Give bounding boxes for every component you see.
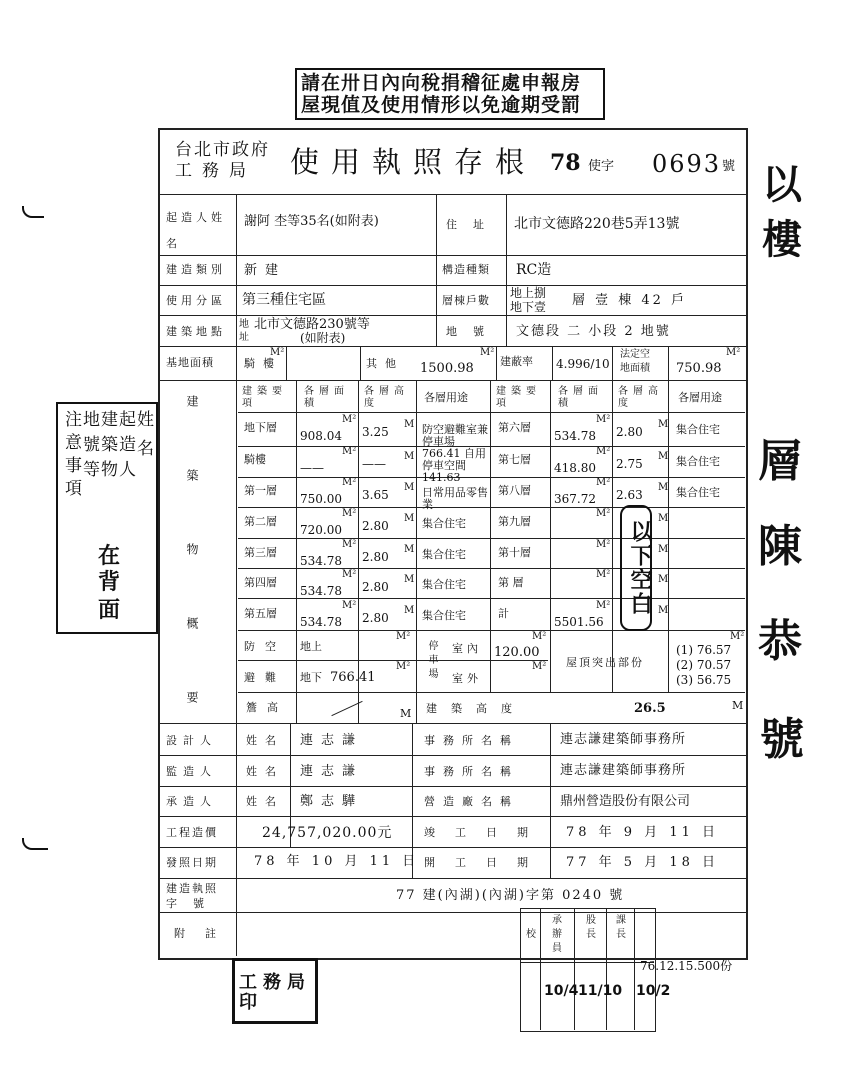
attach-box-label-2: 辦 — [552, 929, 562, 940]
col-header-area-right: 各層面積 — [558, 386, 603, 409]
base-unit2: M² — [480, 347, 495, 358]
supervisor-office-label: 事務所名稱 — [424, 765, 519, 778]
left-floor-height-unit: M — [404, 482, 415, 493]
left-note-col4: 起造人 — [115, 410, 135, 485]
col-header-height-left: 各層高度 — [364, 386, 409, 409]
right-hand-2: 樓 — [762, 217, 802, 263]
left-floor-use: 集合住宅 — [422, 548, 466, 561]
left-floor-height: 2.80 — [362, 611, 389, 625]
right-hand-4: 陳 — [758, 521, 802, 572]
contractor-company-label: 營造廠名稱 — [424, 795, 519, 808]
issue-value: 78 年 10 月 11 日 — [254, 854, 420, 869]
base-other: 其他 — [366, 357, 404, 370]
designer-name: 連志謙 — [300, 733, 364, 748]
right-floor-area-unit: M² — [596, 477, 611, 488]
left-floor-area-unit: M² — [342, 477, 357, 488]
eave-unit: M — [400, 707, 412, 720]
right-floor-height-unit: M — [658, 513, 669, 524]
left-floor-name: 地下層 — [244, 421, 277, 434]
header-org1: 台北市政府 — [175, 140, 270, 160]
designer-office: 連志謙建築師事務所 — [560, 732, 687, 747]
left-floor-name: 第一層 — [244, 484, 277, 497]
permit-value: 77 建(內湖)(內湖)字第 0240 號 — [396, 888, 625, 903]
left-note-col2: 地號等 — [79, 410, 99, 485]
floors-above: 地上捌 — [510, 286, 547, 300]
cost-value: 24,757,020.00元 — [262, 825, 393, 841]
parking-unit2: M² — [532, 661, 547, 672]
left-floor-height-unit: M — [404, 574, 415, 585]
build-type-label: 建造類別 — [166, 263, 226, 276]
height-label: 建築高度 — [426, 702, 526, 715]
header-year: 78 — [550, 150, 581, 176]
left-floor-name: 第二層 — [244, 515, 277, 528]
col-header-height-right: 各層高度 — [618, 386, 663, 409]
right-floor-name: 第八層 — [498, 484, 531, 497]
shelter-above: 地上 — [300, 640, 322, 653]
col-header-item-left: 建築要項 — [242, 386, 287, 409]
left-floor-area-unit: M² — [342, 414, 357, 425]
right-floor-use: 集合住宅 — [676, 423, 720, 436]
left-floor-area: 720.00 — [300, 523, 342, 537]
shelter-unit-top: M² — [396, 631, 411, 642]
left-floor-height-unit: M — [404, 451, 415, 462]
right-floor-height: 2.80 — [616, 425, 643, 439]
designer-office-label: 事務所名稱 — [424, 734, 519, 747]
cost-label: 工程造價 — [166, 826, 218, 839]
legal-label1: 法定空 — [620, 349, 650, 360]
eave-label: 簷高 — [246, 701, 288, 714]
right-hand-5: 恭 — [758, 616, 802, 667]
attach-box-label-4: 股 — [586, 915, 596, 926]
right-floor-height-unit: M — [658, 605, 669, 616]
base-arcade: 騎樓 — [244, 357, 282, 370]
shelter-value: 766.41 — [330, 670, 376, 685]
right-floor-area-unit: M² — [596, 446, 611, 457]
right-hand-3: 層 — [758, 436, 802, 487]
parking-in: 室內 — [452, 642, 482, 655]
right-floor-area-unit: M² — [596, 508, 611, 519]
attach-hand-1: 11/10 — [578, 983, 623, 999]
margin-mark-1 — [22, 206, 44, 218]
lot-value: 文德段 二 小段 2 地號 — [516, 324, 671, 339]
roof-label: 屋頂突出部份 — [566, 656, 644, 669]
parking-unit: M² — [532, 631, 547, 642]
left-floor-height: 3.25 — [362, 425, 389, 439]
right-floor-height: 2.75 — [616, 457, 643, 471]
start-value: 77 年 5 月 18 日 — [566, 855, 720, 870]
left-floor-area: 750.00 — [300, 492, 342, 506]
build-type-value: 新建 — [244, 263, 287, 278]
margin-mark-2 — [22, 838, 48, 850]
site-prefix1: 地 — [239, 319, 249, 330]
attach-hand-2: 10/2 — [636, 983, 671, 999]
col-header-use-right: 各層用途 — [678, 391, 722, 404]
left-floor-height-unit: M — [404, 513, 415, 524]
office-seal — [232, 958, 318, 1024]
left-floor-use: 日常用品零售業 — [422, 486, 488, 511]
base-label: 基地面積 — [166, 356, 214, 369]
header-suffix: 號 — [722, 159, 736, 174]
attach-note: 76.12.15.500份 — [640, 959, 733, 973]
floors-label: 層棟戶數 — [442, 294, 490, 307]
right-floor-area-unit: M² — [596, 414, 611, 425]
left-floor-height: 2.80 — [362, 580, 389, 594]
attach-box-label-7: 長 — [616, 929, 626, 940]
right-floor-height-unit: M — [658, 482, 669, 493]
left-floor-height-unit: M — [404, 605, 415, 616]
left-floor-use: 集合住宅 — [422, 578, 466, 591]
shelter-below: 地下 — [300, 671, 322, 684]
left-note-hand1: 在 — [98, 544, 121, 569]
right-floor-use: 集合住宅 — [676, 486, 720, 499]
zone-label: 使用分區 — [166, 294, 226, 307]
done-label: 竣工日期 — [424, 826, 548, 839]
right-hand-6: 號 — [760, 714, 804, 765]
right-floor-use: 集合住宅 — [676, 455, 720, 468]
left-note-col3: 建築物 — [97, 410, 117, 485]
owner-label: 起造人姓名 — [166, 211, 226, 250]
legal-value: 750.98 — [676, 361, 722, 376]
structure-value: RC造 — [516, 262, 552, 278]
right-floor-name: 計 — [498, 607, 509, 620]
address-label: 住址 — [446, 218, 500, 231]
left-floor-height-unit: M — [404, 544, 415, 555]
roof-value-1: (1) 76.57 — [676, 643, 732, 657]
left-floor-height: 2.80 — [362, 519, 389, 533]
zone-value: 第三種住宅區 — [242, 292, 326, 308]
coverage-label: 建蔽率 — [500, 355, 533, 368]
contractor-company: 鼎州營造股份有限公司 — [560, 794, 691, 809]
top-stamp — [295, 68, 605, 120]
left-floor-name: 第三層 — [244, 546, 277, 559]
contractor-name-label: 姓名 — [246, 795, 284, 808]
right-floor-name: 第九層 — [498, 515, 531, 528]
left-floor-area: 534.78 — [300, 615, 342, 629]
left-note-hand2: 背 — [98, 570, 121, 595]
left-note-col1: 注意事項 — [61, 410, 81, 502]
parking-out: 室外 — [452, 672, 482, 685]
attach-box-label-6: 課 — [616, 915, 626, 926]
site-label: 建築地點 — [166, 325, 226, 338]
right-floor-height-unit: M — [658, 574, 669, 585]
left-floor-height: —— — [362, 457, 386, 471]
contractor-role: 承造人 — [166, 795, 217, 808]
roof-value-3: (3) 56.75 — [676, 673, 732, 687]
left-floor-name: 騎樓 — [244, 453, 266, 466]
site-prefix2: 址 — [239, 332, 249, 343]
attach-box-label-1: 承 — [552, 915, 562, 926]
left-floor-use: 集合住宅 — [422, 517, 466, 530]
attach-box-label-5: 長 — [586, 929, 596, 940]
right-floor-area-unit: M² — [596, 569, 611, 580]
right-floor-name: 第十層 — [498, 546, 531, 559]
right-floor-name: 第六層 — [498, 421, 531, 434]
left-floor-area: 534.78 — [300, 554, 342, 568]
roof-unit: M² — [730, 631, 745, 642]
right-floor-height-unit: M — [658, 544, 669, 555]
permit-label1: 建造執照 — [166, 882, 218, 895]
lot-label: 地號 — [446, 325, 500, 338]
left-floor-height-unit: M — [404, 419, 415, 430]
attach-box-label-0: 校 — [526, 929, 536, 940]
left-floor-area: 908.04 — [300, 429, 342, 443]
left-floor-height: 3.65 — [362, 488, 389, 502]
right-floor-name: 第七層 — [498, 453, 531, 466]
floors-value: 層 壹 棟 42 戶 — [572, 293, 688, 308]
right-floor-area-unit: M² — [596, 600, 611, 611]
right-floor-name: 第 層 — [498, 576, 524, 589]
done-value: 78 年 9 月 11 日 — [566, 825, 720, 840]
building-side-label: 建築物概要 — [185, 395, 199, 765]
left-note-col5: 姓名 — [133, 410, 153, 468]
right-hand-1: 以 — [762, 162, 802, 208]
right-floor-area: 418.80 — [554, 461, 596, 475]
shelter-label1: 防空 — [244, 640, 286, 653]
header-org2: 工務局 — [175, 161, 256, 181]
attach-box-label-3: 員 — [552, 943, 562, 954]
parking-value: 120.00 — [494, 645, 540, 660]
owner-value: 謝阿 杢等35名(如附表) — [244, 214, 379, 229]
site-value1: 北市文德路230號等 — [254, 317, 370, 332]
parking-label: 停車場 — [426, 640, 437, 682]
left-floor-height: 2.80 — [362, 550, 389, 564]
attach-label: 附註 — [174, 927, 236, 940]
legal-unit: M² — [726, 347, 741, 358]
office-seal-text: 工務局印 — [239, 972, 311, 1013]
header-number: 0693 — [652, 150, 722, 178]
left-floor-area: 534.78 — [300, 584, 342, 598]
left-floor-area-unit: M² — [342, 600, 357, 611]
height-unit: M — [732, 699, 744, 712]
left-floor-area-unit: M² — [342, 446, 357, 457]
left-floor-name: 第五層 — [244, 607, 277, 620]
header-title: 使用執照存根 — [290, 145, 537, 179]
right-floor-height-unit: M — [658, 419, 669, 430]
left-floor-area-unit: M² — [342, 539, 357, 550]
right-floor-height: 2.63 — [616, 488, 643, 502]
col-header-area-left: 各層面積 — [304, 386, 349, 409]
header-prefix: 使字 — [588, 159, 615, 174]
shelter-unit: M² — [396, 661, 411, 672]
roof-value-2: (2) 70.57 — [676, 658, 732, 672]
right-floor-area-unit: M² — [596, 539, 611, 550]
permit-label2: 字號 — [166, 897, 220, 910]
supervisor-office: 連志謙建築師事務所 — [560, 763, 687, 778]
right-floor-height-unit: M — [658, 451, 669, 462]
left-floor-name: 第四層 — [244, 576, 277, 589]
left-note-hand3: 面 — [98, 598, 121, 623]
left-floor-area-unit: M² — [342, 508, 357, 519]
supervisor-name: 連志謙 — [300, 764, 364, 779]
coverage-value: 4.996/10 — [556, 357, 610, 371]
col-header-use-left: 各層用途 — [424, 391, 468, 404]
left-floor-area-unit: M² — [342, 569, 357, 580]
start-label: 開工日期 — [424, 856, 548, 869]
legal-label2: 地面積 — [620, 363, 650, 374]
left-floor-use: 集合住宅 — [422, 609, 466, 622]
base-unit1: M² — [270, 347, 285, 358]
right-floor-area: 5501.56 — [554, 615, 604, 629]
left-note-box — [56, 402, 158, 634]
supervisor-role: 監造人 — [166, 765, 217, 778]
structure-label: 構造種類 — [442, 263, 490, 276]
height-value: 26.5 — [634, 701, 666, 716]
left-floor-area: —— — [300, 461, 324, 475]
issue-label: 發照日期 — [166, 856, 218, 869]
address-value: 北市文德路220巷5弄13號 — [514, 216, 680, 232]
shelter-label2: 避難 — [244, 671, 286, 684]
base-other-value: 1500.98 — [420, 361, 474, 376]
site-value2: (如附表) — [300, 331, 346, 345]
attach-hand-0: 10/4 — [544, 983, 579, 999]
supervisor-name-label: 姓名 — [246, 765, 284, 778]
designer-name-label: 姓名 — [246, 734, 284, 747]
left-floor-use: 防空避難室兼停車場 766.41 自用停車空間 141.63 — [422, 423, 488, 484]
right-floor-area: 367.72 — [554, 492, 596, 506]
top-stamp-line1: 請在卅日內向稅捐稽征處申報房 — [301, 72, 582, 94]
blank-stamp: 以下空白 — [620, 505, 652, 631]
contractor-name: 鄭志驊 — [300, 794, 364, 809]
col-header-item-right: 建築要項 — [496, 386, 541, 409]
top-stamp-line2: 屋現值及使用情形以免逾期受罰 — [301, 94, 582, 116]
floors-below: 地下壹 — [510, 300, 547, 314]
right-floor-area: 534.78 — [554, 429, 596, 443]
designer-role: 設計人 — [166, 734, 217, 747]
